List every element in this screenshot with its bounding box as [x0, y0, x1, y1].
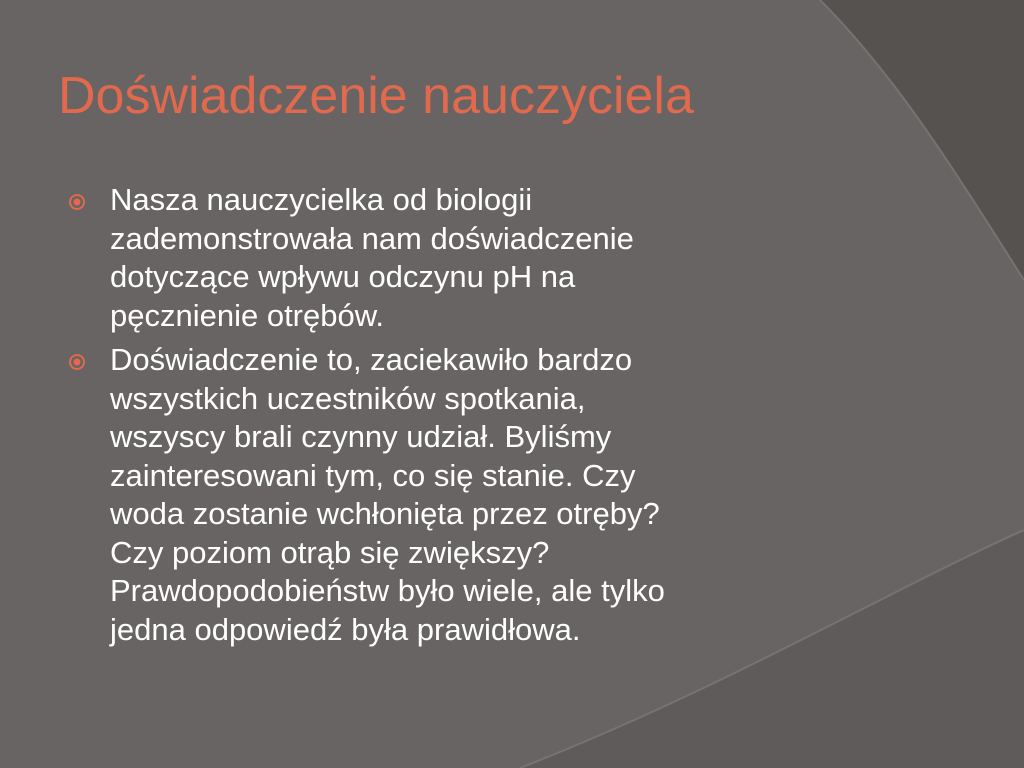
bullet-text-line: Czy poziom otrąb się zwiększy?	[110, 534, 550, 570]
bullet-text-line: Nasza nauczycielka od biologii	[110, 182, 533, 217]
slide-title: Doświadczenie nauczyciela	[58, 67, 694, 125]
bullet-item	[66, 341, 866, 649]
bullet-item	[66, 181, 866, 335]
bullet-text-line: jedna odpowiedź była prawidłowa.	[110, 611, 581, 647]
bullet-text-line: Prawdopodobieństw było wiele, ale tylko	[110, 573, 665, 608]
bullet-text-line: wszyscy brali czynny udział. Byliśmy	[110, 419, 612, 454]
bullet-text-line: zademonstrowała nam doświadczenie	[110, 220, 634, 256]
bullet-text-line: wszystkich uczestników spotkania,	[110, 380, 586, 416]
circle-dot-icon	[66, 351, 88, 373]
bullet-list	[66, 181, 866, 655]
bullet-text-line: zainteresowani tym, co się stanie. Czy	[110, 457, 636, 493]
circle-dot-icon	[66, 191, 88, 213]
bullet-text	[110, 181, 866, 335]
bullet-text	[110, 341, 866, 649]
bullet-text-line: woda zostanie wchłonięta przez otręby?	[110, 496, 660, 531]
bullet-text-line: Doświadczenie to, zaciekawiło bardzo	[110, 342, 633, 377]
bullet-text-line: dotyczące wpływu odczynu pH na	[110, 259, 576, 294]
bullet-text-line: pęcznienie otrębów.	[110, 297, 385, 333]
